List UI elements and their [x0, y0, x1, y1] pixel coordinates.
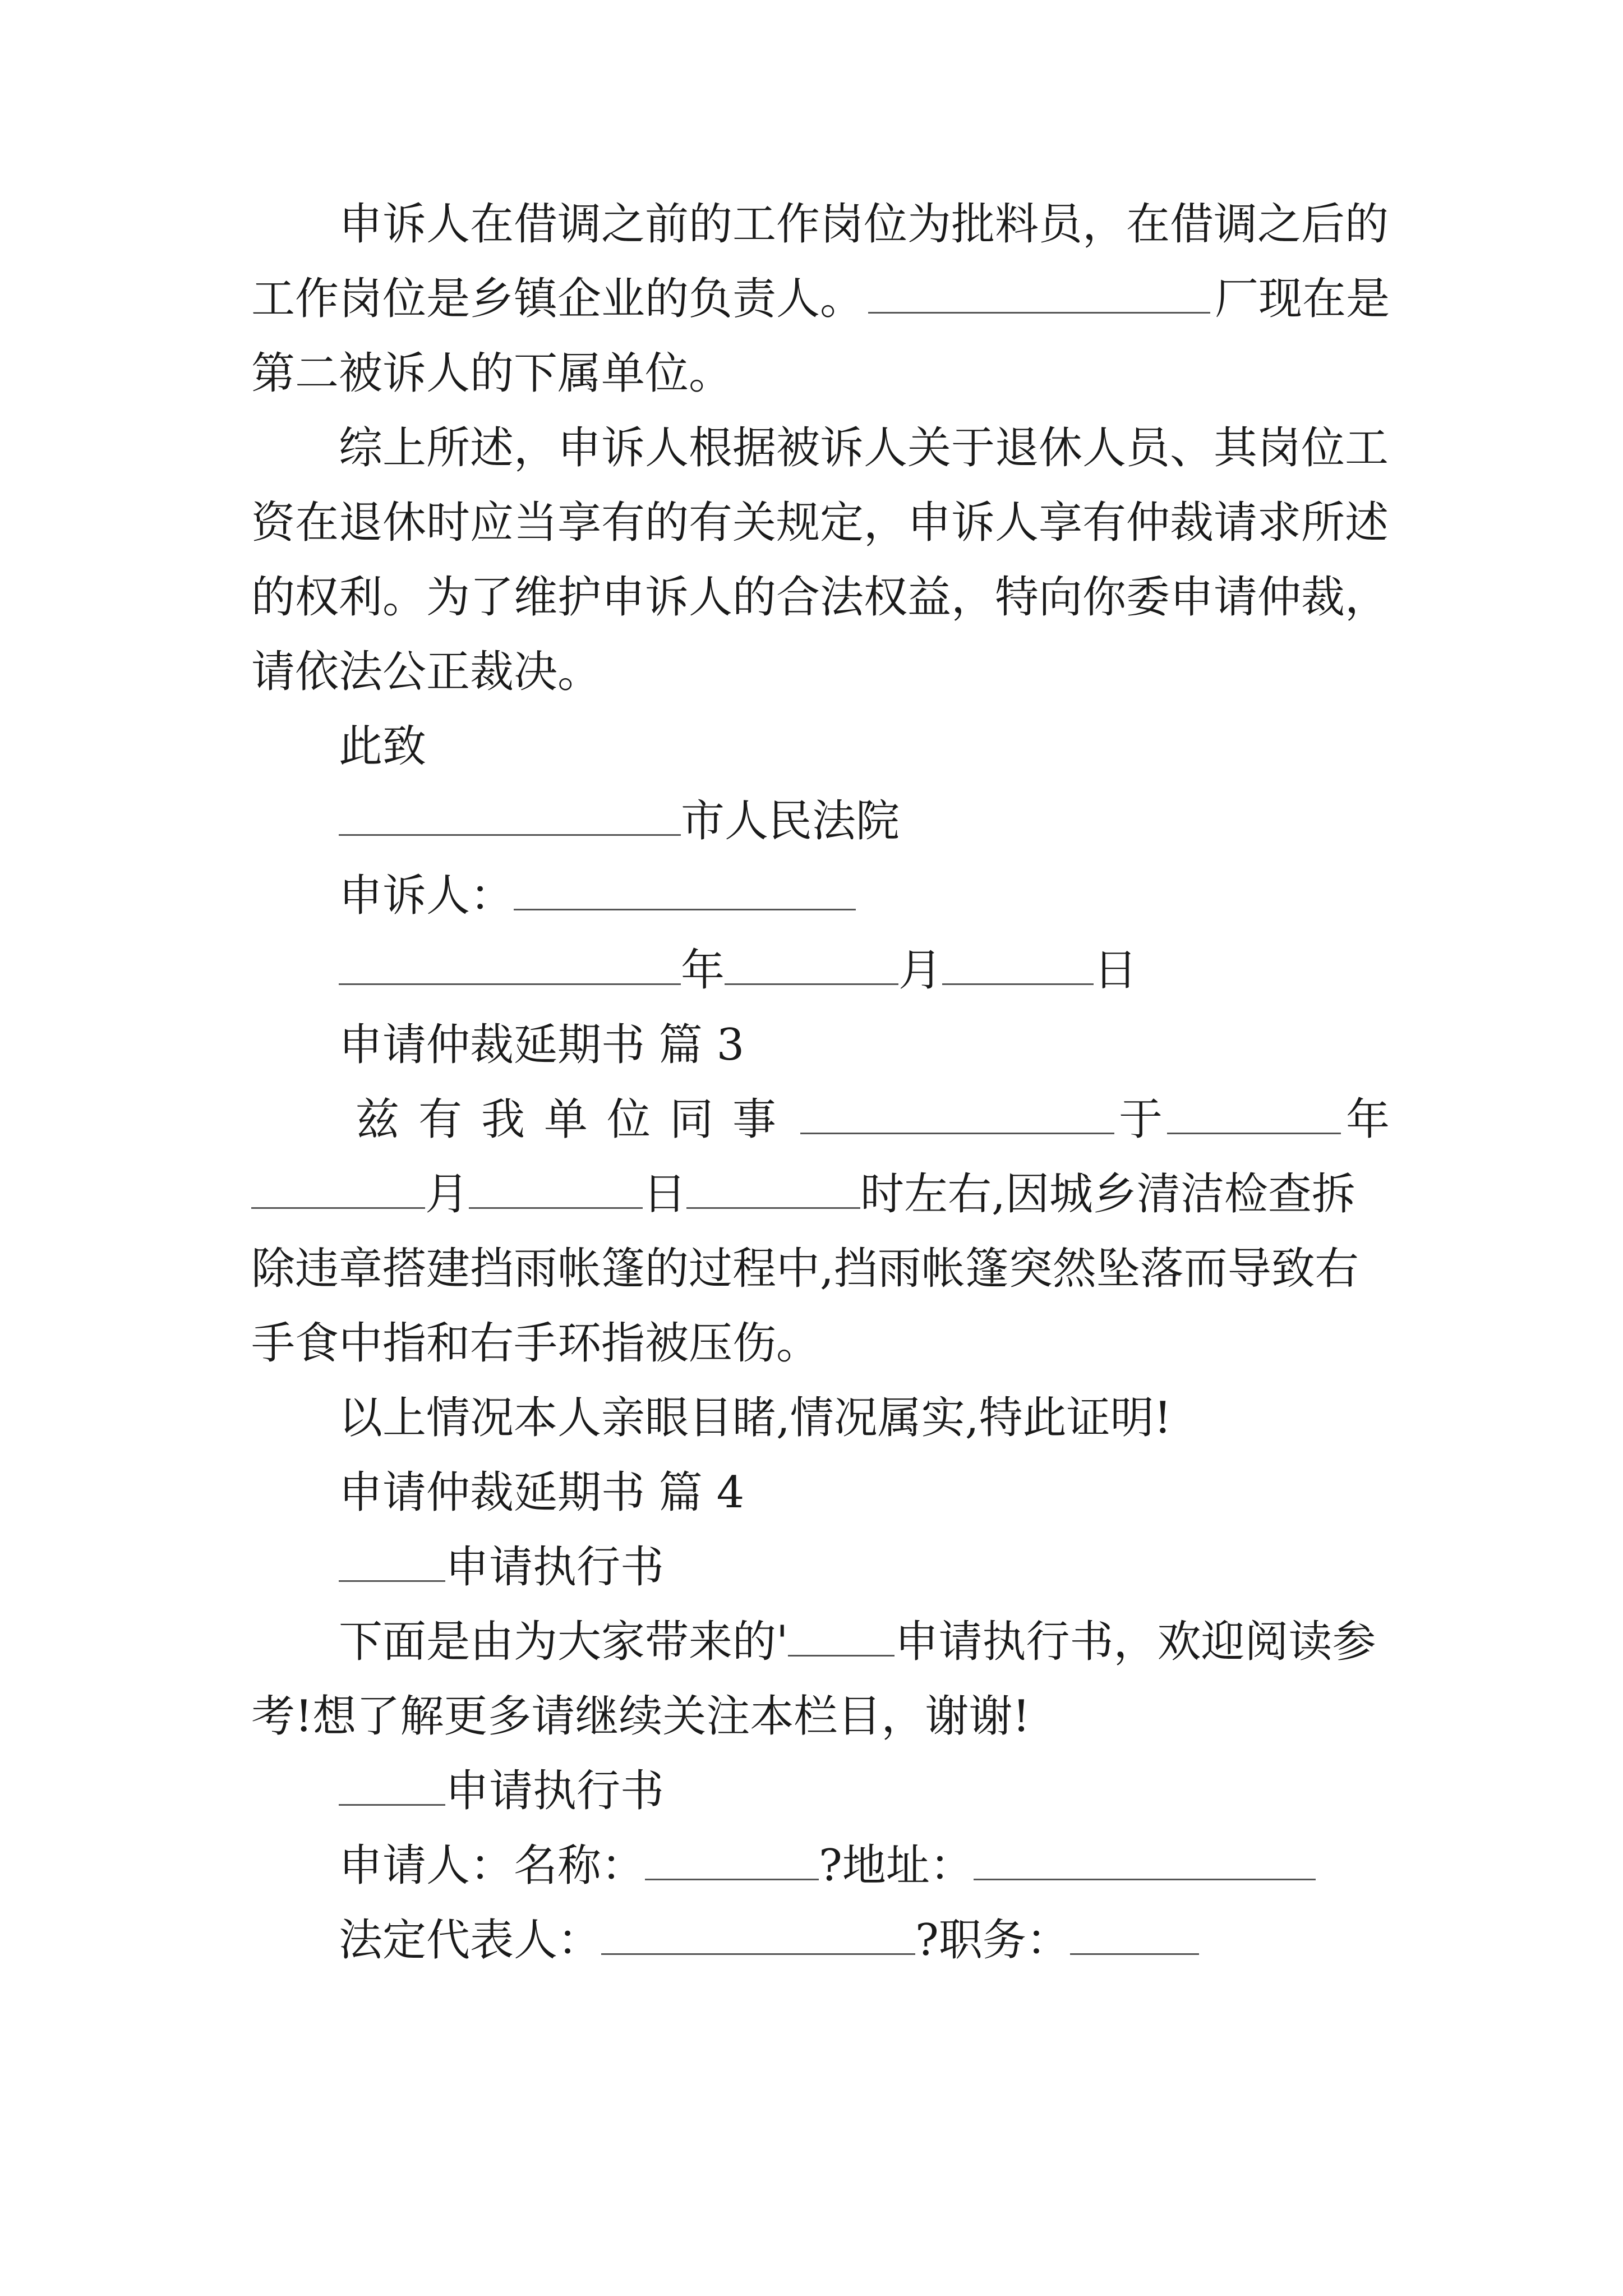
paragraph-line — [251, 343, 1390, 404]
text: 资在退休时应当享有的有关规定，申诉人享有仲裁请求所述 — [251, 498, 1389, 548]
text: 年 — [681, 945, 725, 996]
fill-blank[interactable] — [339, 944, 681, 985]
addressee-line — [339, 790, 1390, 852]
paragraph-line — [339, 1387, 1390, 1449]
paragraph-line — [251, 268, 1390, 330]
paragraph-line — [251, 641, 1390, 703]
text: 申请执行书 — [445, 1766, 665, 1816]
date-line — [339, 940, 1390, 1001]
text: 以上情况本人亲眼目睹,情况属实,特此证明! — [339, 1393, 1172, 1443]
paragraph-line — [339, 1611, 1390, 1673]
section-heading — [339, 1462, 1390, 1524]
fill-blank[interactable] — [686, 1168, 860, 1209]
form-field-line — [339, 1910, 1390, 1971]
paragraph-line — [339, 417, 1390, 479]
subtitle-line — [339, 1760, 1390, 1822]
text: 日 — [1094, 945, 1138, 996]
text: 法定代表人： — [339, 1915, 602, 1966]
text: 申请执行书 — [445, 1542, 665, 1593]
fill-blank[interactable] — [1167, 1093, 1341, 1134]
text: 于 — [1118, 1094, 1163, 1145]
fill-blank[interactable] — [251, 1168, 425, 1209]
text: ?地址： — [819, 1841, 974, 1891]
paragraph-line — [339, 194, 1390, 255]
paragraph-line — [251, 1163, 1390, 1225]
text: 厂现在是 — [1214, 274, 1390, 324]
text: 市人民法院 — [681, 796, 900, 846]
text: 月 — [425, 1169, 469, 1220]
text: 申请仲裁延期书 篇 3 — [339, 1020, 745, 1070]
text: 的权利。为了维护申诉人的合法权益，特向你委申请仲裁， — [251, 572, 1389, 623]
paragraph-line — [251, 567, 1390, 628]
text: 请依法公正裁决。 — [251, 647, 602, 697]
salutation — [339, 716, 1390, 777]
fill-blank[interactable] — [645, 1839, 819, 1880]
text: 下面是由为大家带来的' — [339, 1617, 789, 1667]
paragraph-line — [339, 1089, 1390, 1151]
text: ?职务： — [915, 1915, 1070, 1966]
section-heading — [339, 1014, 1390, 1076]
fill-blank[interactable] — [339, 795, 681, 836]
text: 此致 — [339, 721, 427, 772]
fill-blank[interactable] — [942, 944, 1094, 985]
fill-blank[interactable] — [601, 1914, 915, 1955]
text: 申诉人在借调之前的工作岗位为批料员，在借调之后的 — [339, 199, 1389, 250]
fill-blank[interactable] — [514, 869, 856, 910]
fill-blank[interactable] — [725, 944, 898, 985]
fill-blank[interactable] — [868, 273, 1210, 314]
text: 申请人：名称： — [339, 1841, 645, 1891]
fill-blank[interactable] — [800, 1093, 1114, 1134]
text: 综上所述，申诉人根据被诉人关于退休人员、其岗位工 — [339, 423, 1389, 473]
signature-line — [339, 865, 1390, 927]
text: 考!想了解更多请继续关注本栏目，谢谢! — [251, 1691, 1030, 1742]
fill-blank[interactable] — [974, 1839, 1316, 1880]
form-field-line — [339, 1835, 1390, 1897]
fill-blank[interactable] — [339, 1765, 445, 1806]
text: 月 — [898, 945, 943, 996]
paragraph-line — [251, 1686, 1390, 1747]
fill-blank[interactable] — [339, 1541, 445, 1582]
paragraph-line — [251, 1238, 1390, 1300]
text: 手食中指和右手环指被压伤。 — [251, 1318, 820, 1369]
text: 申请仲裁延期书 篇 4 — [339, 1467, 745, 1518]
fill-blank[interactable] — [469, 1168, 643, 1209]
text: 第二被诉人的下属单位。 — [251, 348, 733, 399]
text: 申请执行书，欢迎阅读参 — [895, 1617, 1376, 1667]
text: 申诉人： — [339, 871, 514, 921]
fill-blank[interactable] — [788, 1616, 895, 1657]
text: 除违章搭建挡雨帐篷的过程中,挡雨帐篷突然坠落而导致右 — [251, 1244, 1359, 1294]
text: 日 — [643, 1169, 687, 1220]
text: 年 — [1345, 1094, 1390, 1145]
text: 兹有我单位同事 — [356, 1094, 796, 1145]
text: 工作岗位是乡镇企业的负责人。 — [251, 274, 864, 324]
subtitle-line — [339, 1536, 1390, 1598]
fill-blank[interactable] — [1070, 1914, 1199, 1955]
paragraph-line — [251, 1313, 1390, 1374]
paragraph-line — [251, 492, 1390, 554]
text: 时左右,因城乡清洁检查拆 — [860, 1169, 1355, 1220]
